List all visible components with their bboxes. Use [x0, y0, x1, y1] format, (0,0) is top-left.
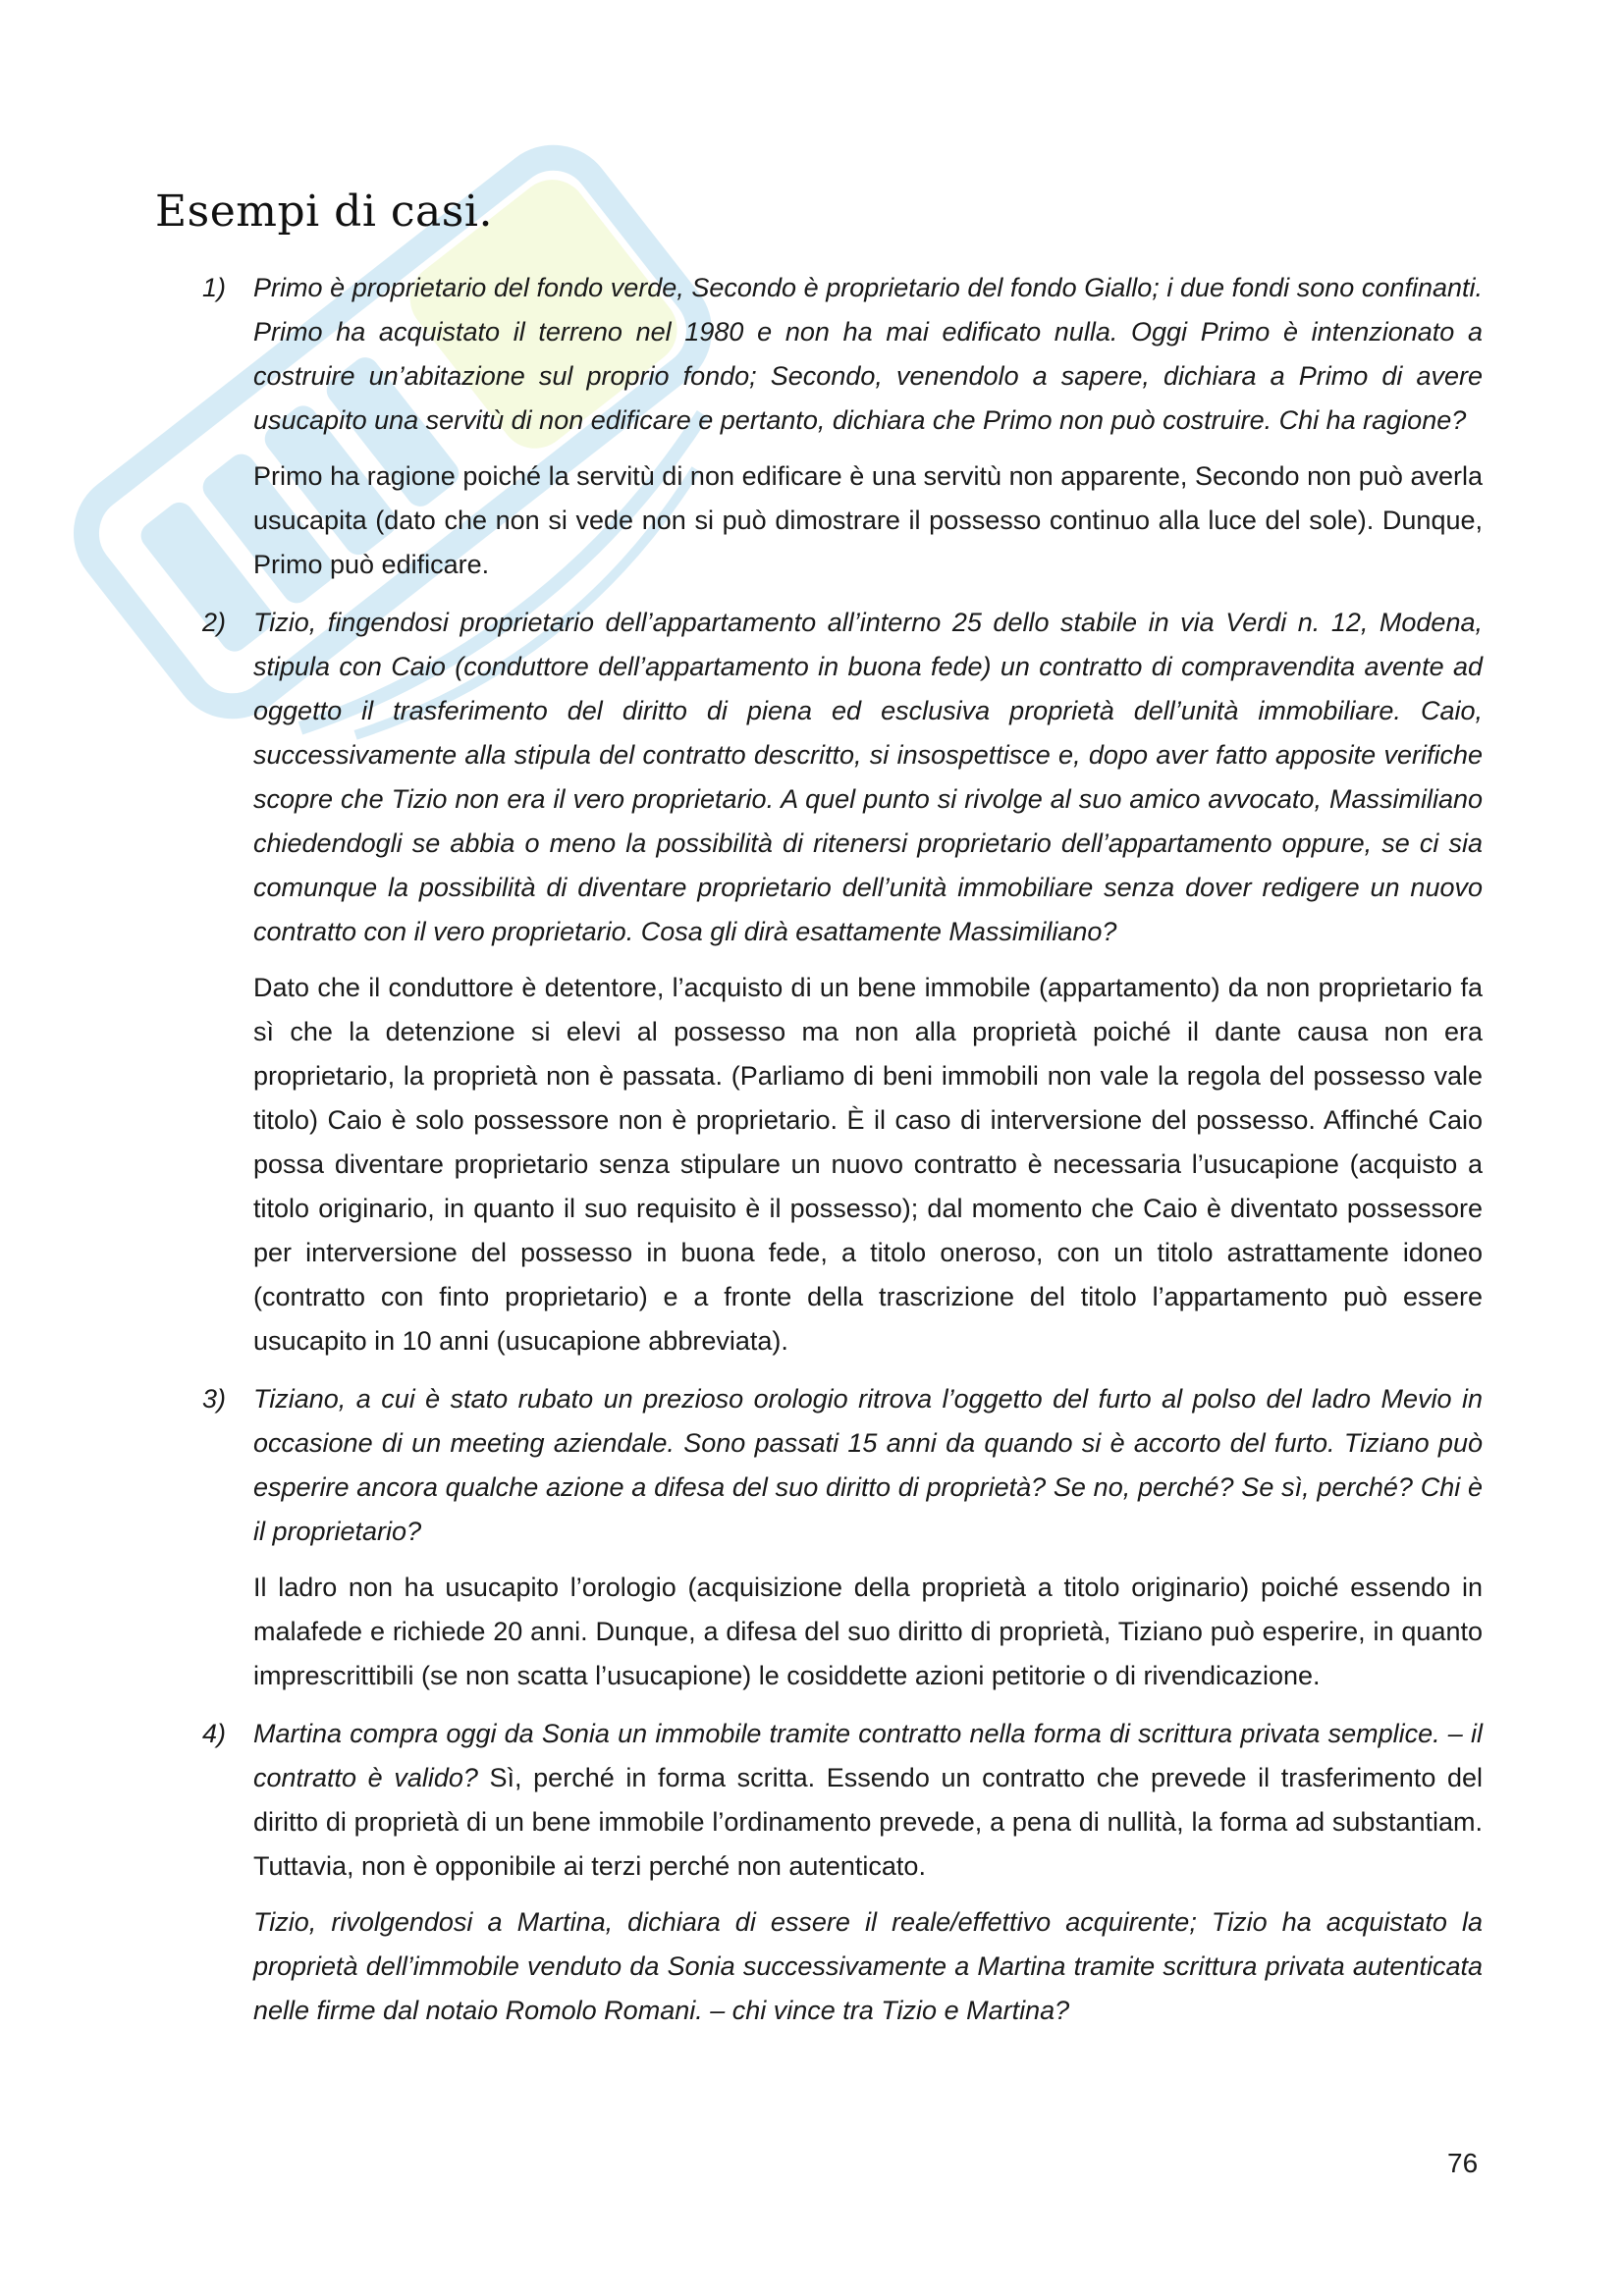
case-question: Tizio, fingendosi proprietario dell’appartamento all’interno 25 dello stabile in via Verdi n. 12, Modena, stipula con Caio (conduttore dell’appartamento in buona fede) un contratto di compravendita avente ad oggetto il trasferimento del diritto di piena ed esclusiva proprietà dell’unità immobiliare. Caio, successivamente alla stipula del contratto descritto, si insospettisce e, dopo aver fatto apposite verifiche scopre che Tizio non era il vero proprietario. A quel punto si rivolge al suo amico avvocato, Massimiliano chiedendogli se abbia o meno la possibilità di ritenersi proprietario dell’appartamento oppure, se ci sia comunque la possibilità di diventare proprietario dell’unità immobiliare senza dover redigere un nuovo contratto con il vero proprietario. Cosa gli dirà esattamente Massimiliano? [253, 608, 1483, 946]
case-3 [155, 1377, 1483, 1698]
case-1 [155, 266, 1483, 587]
case-4 [155, 1712, 1483, 2033]
case-answer: Il ladro non ha usucapito l’orologio (acquisizione della proprietà a titolo originario) poiché essendo in malafede e richiede 20 anni. Dunque, a difesa del suo diritto di proprietà, Tiziano può esperire, in quanto imprescrittibili (se non scatta l’usucapione) le cosiddette azioni petitorie o di rivendicazione. [253, 1573, 1483, 1690]
case-number: 1) [202, 273, 227, 302]
case-question-with-answer [253, 1712, 1483, 1889]
case-answer: Sì, perché in forma scritta. Essendo un contratto che prevede il trasferimento del diritto di proprietà di un bene immobile l’ordinamento prevede, a pena di nullità, la forma ad substantiam. Tuttavia, non è opponibile ai terzi perché non autenticato. [253, 1763, 1483, 1881]
case-number: 3) [202, 1384, 227, 1414]
case-number: 2) [202, 608, 227, 637]
case-2 [155, 601, 1483, 1363]
case-number: 4) [202, 1719, 227, 1748]
case-answer: Dato che il conduttore è detentore, l’acquisto di un bene immobile (appartamento) da non proprietario fa sì che la detenzione si elevi al possesso ma non alla proprietà poiché il dante causa non era proprietario, la proprietà non è passata. (Parliamo di beni immobili non vale la regola del possesso vale titolo) Caio è solo possessore non è proprietario. È il caso di interversione del possesso. Affinché Caio possa diventare proprietario senza stipulare un nuovo contratto è necessaria l’usucapione (acquisto a titolo originario, in quanto il suo requisito è il possesso); dal momento che Caio è diventato possessore per interversione del possesso in buona fede, a titolo oneroso, con un titolo astrattamente idoneo (contratto con finto proprietario) e a fronte della trascrizione del titolo l’appartamento può essere usucapito in 10 anni (usucapione abbreviata). [253, 973, 1483, 1356]
case-question: Martina compra oggi da Sonia un immobile tramite contratto nella forma di scrittura privata semplice. – il contratto è valido? [253, 1719, 1483, 1792]
case-question-followup: Tizio, rivolgendosi a Martina, dichiara di essere il reale/effettivo acquirente; Tizio ha acquistato la proprietà dell’immobile venduto da Sonia successivamente a Martina tramite scrittura privata autenticata nelle firme dal notaio Romolo Romani. – chi vince tra Tizio e Martina? [253, 1907, 1483, 2025]
case-question: Tiziano, a cui è stato rubato un prezioso orologio ritrova l’oggetto del furto al polso del ladro Mevio in occasione di un meeting aziendale. Sono passati 15 anni da quando si è accorto del furto. Tiziano può esperire ancora qualche azione a difesa del suo diritto di proprietà? Se no, perché? Se sì, perché? Chi è il proprietario? [253, 1384, 1483, 1546]
page-number: 76 [1447, 2148, 1479, 2178]
document-page [155, 187, 1483, 2047]
case-answer: Primo ha ragione poiché la servitù di non edificare è una servitù non apparente, Secondo non può averla usucapita (dato che non si vede non si può dimostrare il possesso continuo alla luce del sole). Dunque, Primo può edificare. [253, 461, 1483, 579]
case-question: Primo è proprietario del fondo verde, Secondo è proprietario del fondo Giallo; i due fondi sono confinanti. Primo ha acquistato il terreno nel 1980 e non ha mai edificato nulla. Oggi Primo è intenzionato a costruire un’abitazione sul proprio fondo; Secondo, venendolo a sapere, dichiara a Primo di avere usucapito una servitù di non edificare e pertanto, dichiara che Primo non può costruire. Chi ha ragione? [253, 273, 1483, 435]
page-heading: Esempi di casi. [155, 187, 493, 237]
